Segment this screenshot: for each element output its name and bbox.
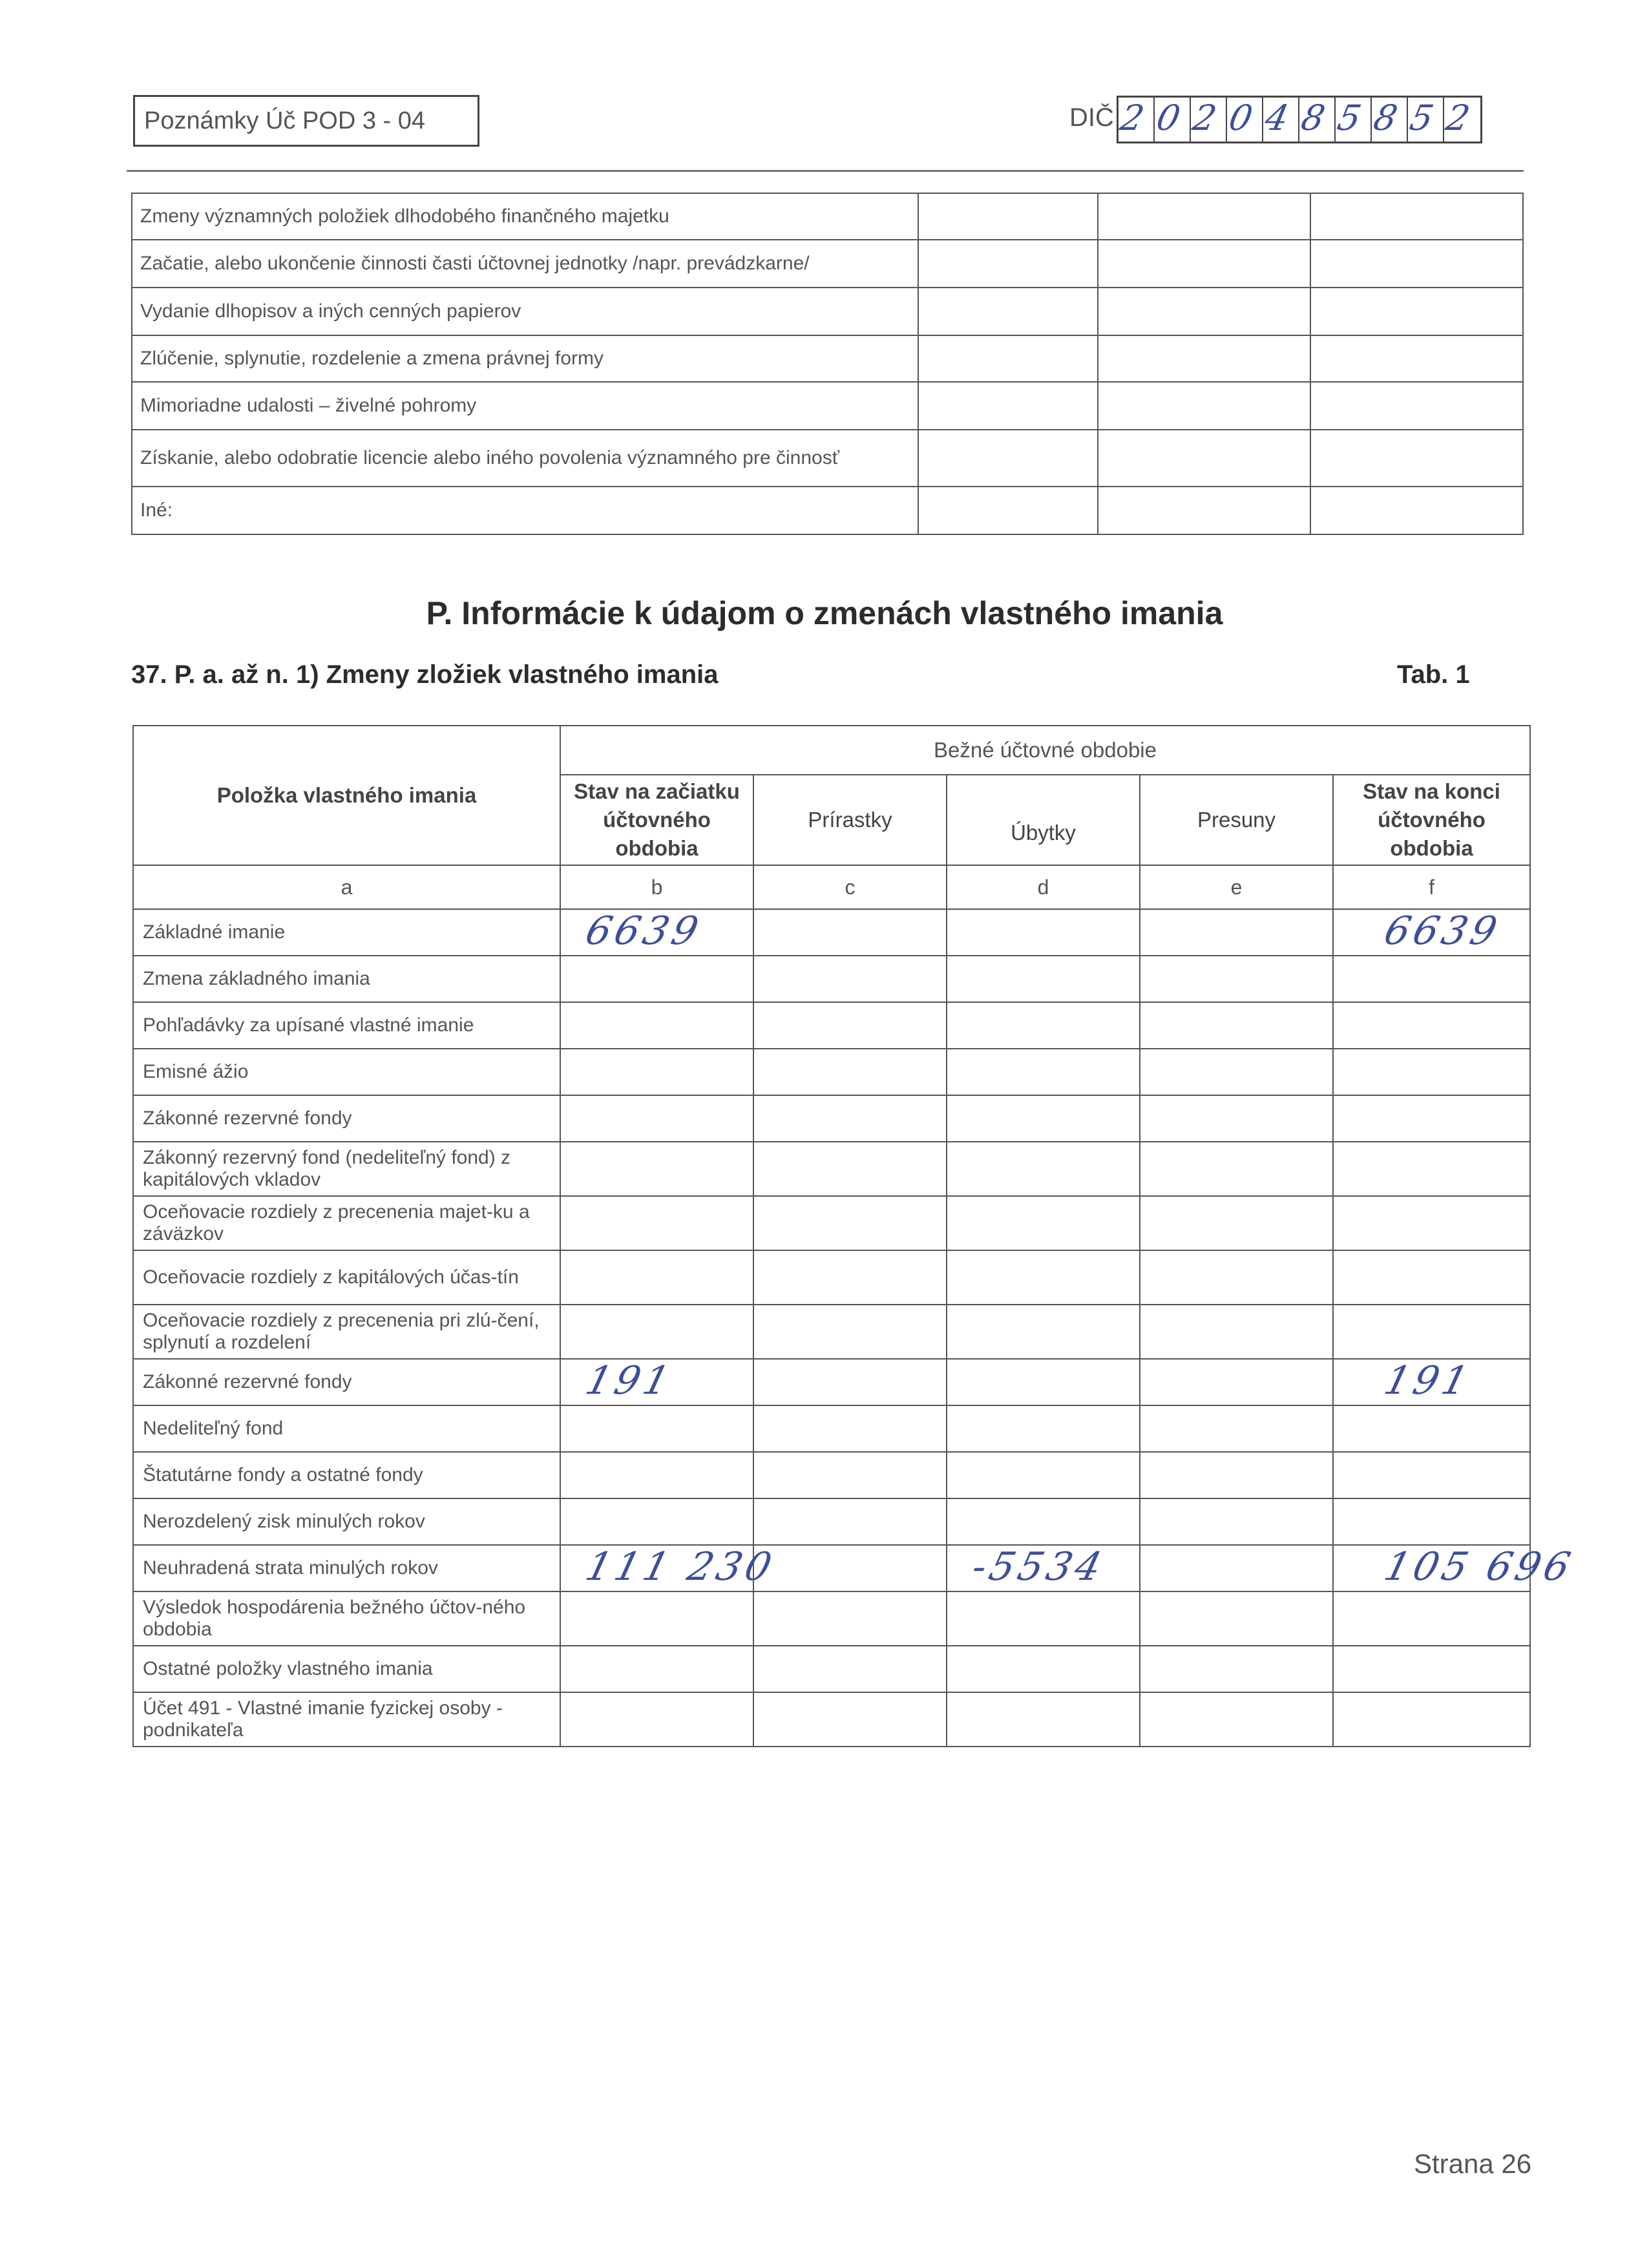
events-row-label: Zmeny významných položiek dlhodobého finančného majetku <box>132 193 918 240</box>
equity-cell-f <box>1333 1544 1579 1591</box>
dic-digit-box <box>1155 98 1191 142</box>
equity-row-label: Výsledok hospodárenia bežného účtov-ného obdobia <box>133 1591 560 1646</box>
equity-cell-e <box>1140 1196 1333 1250</box>
header-increases: Prírastky <box>753 775 947 865</box>
equity-cell-d <box>947 1142 1140 1196</box>
equity-cell-e <box>1140 1452 1333 1498</box>
equity-cell-f <box>1333 1196 1530 1250</box>
equity-row-label: Ostatné položky vlastného imania <box>133 1646 560 1692</box>
dic-digit-box <box>1372 98 1408 142</box>
equity-cell-e <box>1140 1142 1333 1196</box>
equity-row <box>133 1405 1530 1452</box>
events-row-cell <box>1310 240 1523 288</box>
dic-digit: 8 <box>1297 98 1329 138</box>
events-row <box>132 335 1523 382</box>
equity-cell-d <box>947 1359 1140 1405</box>
equity-cell-b <box>560 1591 753 1646</box>
equity-cell-e <box>1140 1591 1333 1646</box>
equity-cell-b <box>560 1498 753 1545</box>
equity-cell-d <box>947 1498 1140 1545</box>
events-row-cell <box>1098 382 1310 430</box>
equity-cell-f <box>1333 1646 1530 1692</box>
equity-cell-e <box>1140 956 1333 1002</box>
equity-cell-c <box>753 1142 947 1196</box>
equity-cell-c <box>753 1196 947 1250</box>
equity-cell-b <box>560 1196 753 1250</box>
equity-cell-d <box>947 1452 1140 1498</box>
handwritten-value: 6639 <box>1380 908 1506 954</box>
equity-row <box>133 1591 1530 1646</box>
equity-cell-d <box>947 1250 1140 1305</box>
equity-cell-f <box>1333 1359 1530 1405</box>
events-row-label: Vydanie dlhopisov a iných cenných papierov <box>132 288 918 335</box>
equity-cell-e <box>1140 1692 1333 1747</box>
equity-row <box>133 1692 1530 1747</box>
handwritten-value: 6639 <box>581 908 707 954</box>
events-row <box>132 193 1523 240</box>
equity-row <box>133 1002 1530 1049</box>
letter-f: f <box>1333 865 1530 909</box>
equity-cell-c <box>753 1545 947 1591</box>
equity-cell-c <box>753 1250 947 1305</box>
events-row-cell <box>1310 193 1523 240</box>
equity-cell-c <box>753 1305 947 1359</box>
equity-row-label: Účet 491 - Vlastné imanie fyzickej osoby - podnikateľa <box>133 1692 560 1747</box>
equity-cell-c <box>753 1591 947 1646</box>
equity-cell-f <box>1333 1692 1530 1747</box>
equity-row-label: Štatutárne fondy a ostatné fondy <box>133 1452 560 1498</box>
equity-cell-b <box>560 1250 753 1305</box>
equity-cell-e <box>1140 1250 1333 1305</box>
handwritten-value: 191 <box>1380 1358 1477 1403</box>
letter-d: d <box>947 865 1140 909</box>
equity-row-label: Oceňovacie rozdiely z precenenia majet-ku a záväzkov <box>133 1196 560 1250</box>
equity-cell-e <box>1140 1002 1333 1049</box>
events-row-cell <box>918 288 1098 335</box>
events-row-cell <box>1098 288 1310 335</box>
equity-cell-c <box>753 1049 947 1095</box>
equity-row <box>133 909 1530 956</box>
equity-cell-b <box>560 956 753 1002</box>
events-row-cell <box>918 487 1098 534</box>
form-label: Poznámky Úč POD 3 - 04 <box>133 95 479 147</box>
equity-cell-b <box>560 909 753 956</box>
equity-row-label: Zákonné rezervné fondy <box>133 1359 560 1405</box>
events-row-label: Získanie, alebo odobratie licencie alebo iného povolenia významného pre činnosť <box>132 430 918 487</box>
equity-cell-e <box>1140 1545 1333 1591</box>
equity-row <box>133 1359 1530 1405</box>
equity-cell-d <box>947 1002 1140 1049</box>
dic-digit: 5 <box>1334 98 1365 138</box>
events-row-cell <box>1098 430 1310 487</box>
dic-digit-box <box>1119 98 1155 142</box>
header-start-balance: Stav na začiatku účtovného obdobia <box>560 775 753 865</box>
equity-cell-d <box>947 1049 1140 1095</box>
equity-cell-b <box>560 1002 753 1049</box>
equity-cell-f <box>1333 1498 1530 1545</box>
equity-cell-d <box>947 1095 1140 1142</box>
dic-digit-box <box>1336 98 1372 142</box>
equity-row-label: Neuhradená strata minulých rokov <box>133 1545 560 1591</box>
equity-cell-c <box>753 1095 947 1142</box>
events-row-label: Iné: <box>132 487 918 534</box>
equity-cell-b <box>560 1359 753 1405</box>
dic-digit: 0 <box>1225 98 1257 138</box>
equity-cell-f <box>1333 1305 1530 1359</box>
equity-cell-c <box>753 1646 947 1692</box>
equity-row <box>133 1305 1530 1359</box>
events-table <box>131 193 1524 535</box>
equity-cell-c <box>753 956 947 1002</box>
dic-label: DIČ <box>1069 103 1114 132</box>
equity-cell-c <box>753 1452 947 1498</box>
equity-row-label: Zmena základného imania <box>133 956 560 1002</box>
events-row <box>132 288 1523 335</box>
equity-row-label: Zákonné rezervné fondy <box>133 1095 560 1142</box>
equity-cell-d <box>947 956 1140 1002</box>
equity-cell-f <box>1333 909 1530 956</box>
equity-cell-f <box>1333 1095 1530 1142</box>
events-row-cell <box>918 382 1098 430</box>
letter-e: e <box>1140 865 1333 909</box>
equity-row <box>133 1250 1530 1305</box>
equity-cell-b <box>560 1646 753 1692</box>
equity-cell-c <box>753 909 947 956</box>
dic-digit: 0 <box>1153 98 1184 138</box>
equity-changes-table <box>132 725 1579 1747</box>
letter-b: b <box>560 865 753 909</box>
equity-row <box>133 1049 1530 1095</box>
equity-cell-f <box>1333 1405 1530 1452</box>
events-row-cell <box>918 193 1098 240</box>
equity-cell-b <box>560 1452 753 1498</box>
equity-cell-e <box>1140 1359 1333 1405</box>
equity-row <box>133 1095 1530 1142</box>
handwritten-value: 111 230 <box>581 1544 780 1590</box>
events-row-label: Zlúčenie, splynutie, rozdelenie a zmena právnej formy <box>132 335 918 382</box>
equity-row-label: Nerozdelený zisk minulých rokov <box>133 1498 560 1545</box>
events-row <box>132 382 1523 430</box>
dic-digit: 2 <box>1189 98 1221 138</box>
equity-cell-e <box>1140 1646 1333 1692</box>
equity-cell-e <box>1140 1498 1333 1545</box>
handwritten-value: -5534 <box>967 1544 1110 1590</box>
equity-cell-b <box>560 1142 753 1196</box>
equity-cell-d <box>947 1405 1140 1452</box>
events-row-cell <box>1098 335 1310 382</box>
equity-cell-b <box>560 1405 753 1452</box>
equity-cell-b <box>560 1049 753 1095</box>
equity-cell-e <box>1140 1305 1333 1359</box>
events-row <box>132 240 1523 288</box>
letter-a: a <box>133 865 560 909</box>
events-row-cell <box>1098 487 1310 534</box>
equity-row-label: Zákonný rezervný fond (nedeliteľný fond) z kapitálových vkladov <box>133 1142 560 1196</box>
dic-digit: 4 <box>1261 98 1293 138</box>
equity-cell-d <box>947 1591 1140 1646</box>
events-row-label: Začatie, alebo ukončenie činnosti časti účtovnej jednotky /napr. prevádzkarne/ <box>132 240 918 288</box>
equity-row-label: Oceňovacie rozdiely z kapitálových účas-tín <box>133 1250 560 1305</box>
header-current-period: Bežné účtovné obdobie <box>560 726 1530 775</box>
events-row-cell <box>1098 240 1310 288</box>
divider <box>127 170 1524 172</box>
equity-row <box>133 1498 1530 1545</box>
equity-cell-f <box>1333 1049 1530 1095</box>
equity-cell-e <box>1140 1049 1333 1095</box>
equity-cell-f <box>1333 1142 1530 1196</box>
events-row-cell <box>1310 487 1523 534</box>
header-item: Položka vlastného imania <box>133 726 560 865</box>
equity-row <box>133 1196 1530 1250</box>
equity-cell-f <box>1333 1591 1530 1646</box>
events-row-cell <box>918 335 1098 382</box>
equity-row <box>133 956 1530 1002</box>
equity-cell-f <box>1333 1452 1530 1498</box>
events-row-label: Mimoriadne udalosti – živelné pohromy <box>132 382 918 430</box>
equity-row <box>133 1142 1530 1196</box>
tab-label: Tab. 1 <box>1397 660 1470 689</box>
equity-cell-c <box>753 1692 947 1747</box>
page-number: Strana 26 <box>1414 2148 1532 2179</box>
section-title: P. Informácie k údajom o zmenách vlastného imania <box>426 595 1223 631</box>
equity-row-label: Emisné ážio <box>133 1049 560 1095</box>
dic-digit-box <box>1299 98 1336 142</box>
equity-cell-d <box>947 1545 1140 1591</box>
equity-row-label: Nedeliteľný fond <box>133 1405 560 1452</box>
dic-digit: 2 <box>1117 98 1148 138</box>
equity-cell-d <box>947 1305 1140 1359</box>
equity-row-label: Oceňovacie rozdiely z precenenia pri zlú-čení, splynutí a rozdelení <box>133 1305 560 1359</box>
equity-cell-f <box>1333 1002 1530 1049</box>
equity-cell-d <box>947 1196 1140 1250</box>
equity-cell-e <box>1140 1095 1333 1142</box>
sub-title: 37. P. a. až n. 1) Zmeny zložiek vlastného imania <box>131 660 719 689</box>
dic-digit-box <box>1444 98 1480 142</box>
events-row-cell <box>1310 335 1523 382</box>
equity-cell-c <box>753 1359 947 1405</box>
equity-cell-b <box>560 1544 780 1591</box>
header-decreases: Úbytky <box>947 775 1140 865</box>
equity-cell-f <box>1333 956 1530 1002</box>
dic-digit-box <box>1408 98 1444 142</box>
events-row-cell <box>1310 288 1523 335</box>
dic-digit-box <box>1191 98 1227 142</box>
equity-cell-c <box>753 1002 947 1049</box>
events-row <box>132 487 1523 534</box>
events-row-cell <box>918 240 1098 288</box>
equity-cell-b <box>560 1095 753 1142</box>
equity-cell-b <box>560 1305 753 1359</box>
equity-row <box>133 1545 1530 1591</box>
dic-digit-box <box>1227 98 1263 142</box>
events-row-cell <box>1310 382 1523 430</box>
equity-cell-f <box>1333 1250 1530 1305</box>
column-letters-row <box>133 865 1530 909</box>
dic-digit: 5 <box>1406 98 1438 138</box>
equity-cell-d <box>947 1692 1140 1747</box>
letter-c: c <box>753 865 947 909</box>
equity-cell-c <box>753 1405 947 1452</box>
equity-row-label: Pohľadávky za upísané vlastné imanie <box>133 1002 560 1049</box>
handwritten-value: 105 696 <box>1380 1544 1579 1590</box>
dic-boxes <box>1117 96 1482 143</box>
equity-cell-d <box>947 909 1140 956</box>
events-row-cell <box>918 430 1098 487</box>
handwritten-value: 191 <box>581 1358 678 1403</box>
dic-digit: 2 <box>1442 98 1474 138</box>
header-end-balance: Stav na konci účtovného obdobia <box>1333 775 1530 865</box>
dic-digit: 8 <box>1370 98 1402 138</box>
equity-cell-d <box>947 1646 1140 1692</box>
equity-cell-c <box>753 1498 947 1545</box>
header-transfers: Presuny <box>1140 775 1333 865</box>
events-row-cell <box>1098 193 1310 240</box>
dic-digit-box <box>1263 98 1299 142</box>
events-row <box>132 430 1523 487</box>
equity-cell-e <box>1140 909 1333 956</box>
equity-row <box>133 1646 1530 1692</box>
equity-cell-b <box>560 1692 753 1747</box>
equity-row-label: Základné imanie <box>133 909 560 956</box>
equity-cell-e <box>1140 1405 1333 1452</box>
events-row-cell <box>1310 430 1523 487</box>
equity-row <box>133 1452 1530 1498</box>
